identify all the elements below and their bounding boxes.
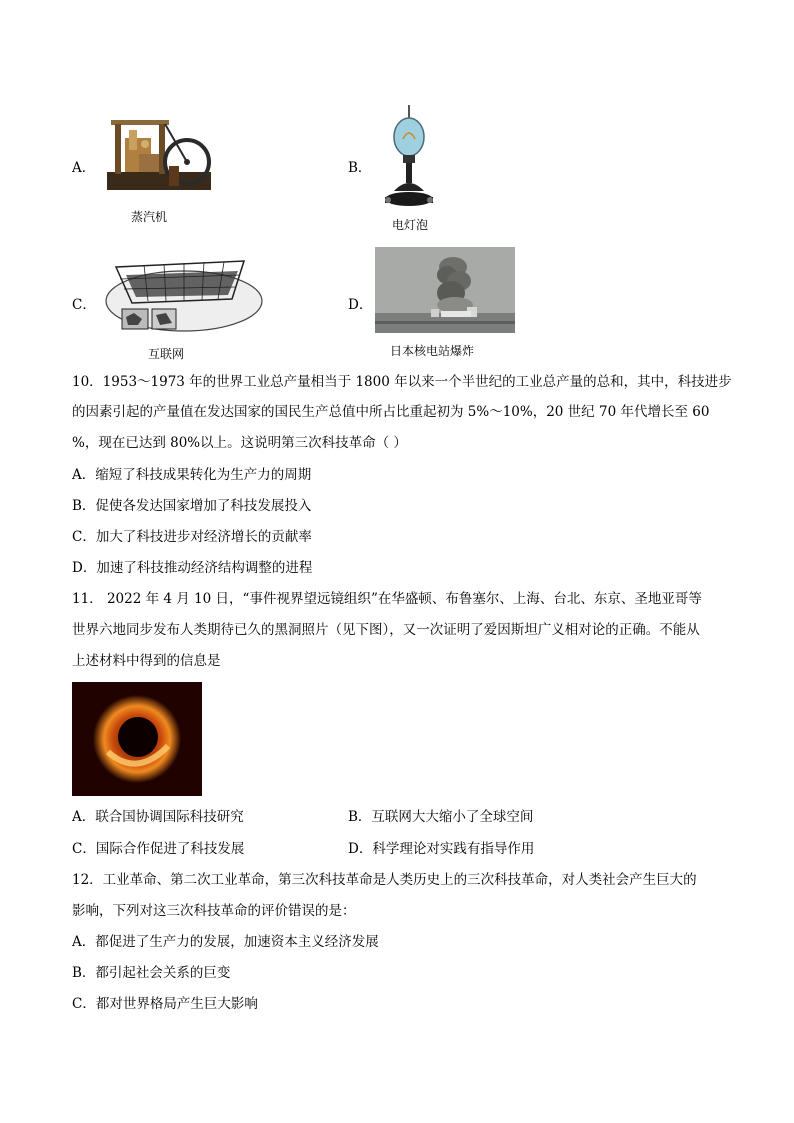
question-12-stem-line-2: 影响，下列对这三次科技革命的评价错误的是：: [72, 903, 356, 919]
option-a-caption: 蒸汽机: [131, 210, 168, 224]
question-11-option-a: A．联合国协调国际科技研究: [72, 809, 244, 825]
question-11-stem-line-2: 世界六地同步发布人类期待已久的黑洞照片（见下图），又一次证明了爱因斯坦广义相对论的正确。不能从: [72, 622, 700, 638]
question-11-option-d: D．科学理论对实践有指导作用: [348, 841, 535, 857]
option-d-letter: D．: [348, 297, 373, 313]
option-b-letter: B．: [348, 160, 372, 176]
question-10-stem-line-3: %，现在已达到 80%以上。这说明第三次科技革命（ ）: [72, 435, 407, 451]
question-11-stem-line-3: 上述材料中得到的信息是: [72, 653, 221, 669]
question-12-option-b: B．都引起社会关系的巨变: [72, 965, 231, 981]
question-11-option-c: C．国际合作促进了科技发展: [72, 841, 245, 857]
option-b-caption: 电灯泡: [392, 218, 429, 232]
question-10-option-b: B．促使各发达国家增加了科技发展投入: [72, 498, 312, 514]
question-12-stem-line-1: 12．工业革命、第二次工业革命，第三次科技革命是人类历史上的三次科技革命，对人类社会产生巨大的: [72, 872, 697, 888]
question-11-stem-line-1: 11． 2022 年 4 月 10 日，“事件视界望远镜组织”在华盛顿、布鲁塞尔、上海、台北、东京、圣地亚哥等: [72, 591, 702, 607]
question-11-option-b: B．互联网大大缩小了全球空间: [348, 809, 534, 825]
question-10-option-c: C．加大了科技进步对经济增长的贡献率: [72, 529, 312, 545]
option-a-letter: A．: [72, 160, 96, 176]
option-d-caption: 日本核电站爆炸: [390, 344, 475, 358]
option-c-letter: C．: [72, 297, 96, 313]
question-10-option-d: D．加速了科技推动经济结构调整的进程: [72, 560, 313, 576]
nuclear-explosion-image: [375, 247, 515, 333]
steam-engine-image: [103, 110, 215, 194]
black-hole-image: [72, 682, 202, 796]
question-10-stem-line-1: 10．1953～1973 年的世界工业总产量相当于 1800 年以来一个半世纪的工业总产量的总和，其中，科技进步: [72, 374, 732, 390]
question-12-option-c: C．都对世界格局产生巨大影响: [72, 996, 258, 1012]
question-10-stem-line-2: 的因素引起的产量值在发达国家的国民生产总值中所占比重起初为 5%～10%，20 世纪 70 年代增长至 60: [72, 404, 710, 420]
internet-image: [104, 253, 264, 333]
light-bulb-image: [380, 105, 438, 211]
option-c-caption: 互联网: [148, 347, 185, 361]
question-10-option-a: A．缩短了科技成果转化为生产力的周期: [72, 467, 312, 483]
question-12-option-a: A．都促进了生产力的发展，加速资本主义经济发展: [72, 934, 379, 950]
